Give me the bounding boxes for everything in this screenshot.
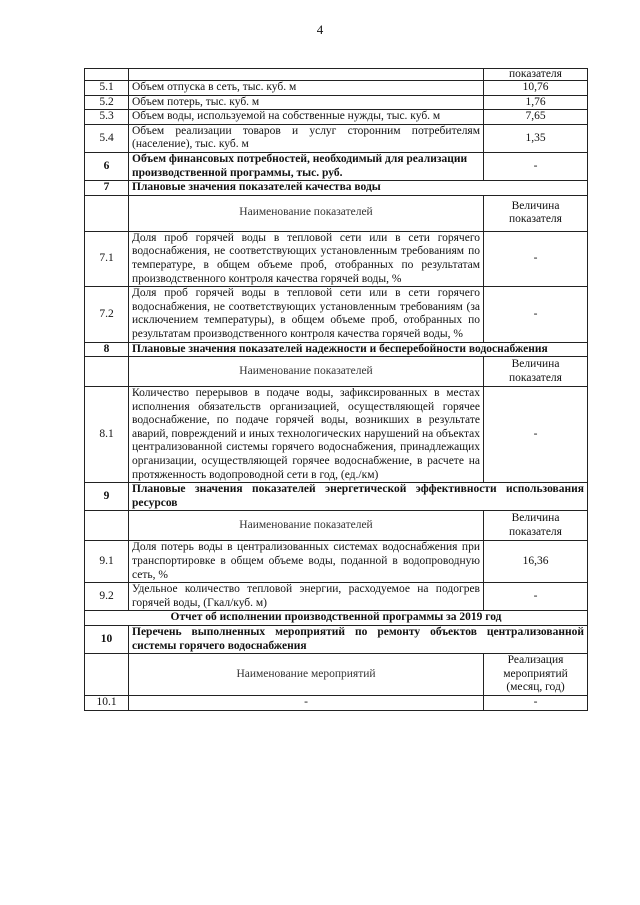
section-row	[85, 181, 588, 196]
table-row	[85, 387, 588, 483]
table-row	[85, 81, 588, 96]
num-cell	[85, 69, 129, 81]
table-row	[85, 231, 588, 286]
table-row	[85, 583, 588, 611]
section-number: 10	[85, 626, 129, 654]
row-text: Объем отпуска в сеть, тыс. куб. м	[129, 81, 484, 96]
page-number: 4	[316, 22, 324, 37]
column-header-name: Наименование показателей	[129, 511, 484, 541]
row-number: 5.3	[85, 110, 129, 125]
row-text: Объем реализации товаров и услуг сторонним потребителям (население), тыс. куб. м	[129, 124, 484, 152]
section-title: Плановые значения показателей энергетической эффективности использования ресурсов	[129, 483, 588, 511]
table-row	[85, 69, 588, 81]
column-header-row	[85, 654, 588, 696]
table-row	[85, 95, 588, 110]
row-number: 9.1	[85, 541, 129, 583]
row-number: 7.2	[85, 287, 129, 342]
column-header-value: Величина показателя	[484, 511, 588, 541]
num-cell	[85, 654, 129, 696]
row-text: Объем потерь, тыс. куб. м	[129, 95, 484, 110]
table-row	[85, 695, 588, 710]
column-header-name: Наименование показателей	[129, 195, 484, 231]
row-number: 10.1	[85, 695, 129, 710]
row-value: -	[484, 231, 588, 286]
table-row	[85, 541, 588, 583]
value-header-tail: показателя	[484, 69, 588, 81]
report-title-row	[85, 611, 588, 626]
section-row	[85, 342, 588, 357]
row-text: -	[129, 695, 484, 710]
row-number: 5.2	[85, 95, 129, 110]
num-cell	[85, 357, 129, 387]
row-text: Количество перерывов в подаче воды, зафиксированных в местах исполнения обязательств организацией, осуществляющей горячее водоснабжение, по подаче горячей воды, возникших в результате аварий, повреждений и иных технологических нарушений на объектах централизованной системы горячего водоснабжения, принадлежащих организации, осуществляющей горячее водоснабжение, в расчете на протяженность водопроводной сети в год, (ед./км)	[129, 387, 484, 483]
row-number: 8.1	[85, 387, 129, 483]
row-value: -	[484, 583, 588, 611]
column-header-value: Величина показателя	[484, 195, 588, 231]
section-title: Перечень выполненных мероприятий по ремонту объектов централизованной системы горячего водоснабжения	[129, 626, 588, 654]
section-title: Плановые значения показателей надежности и бесперебойности водоснабжения	[129, 342, 588, 357]
section-value: -	[484, 152, 588, 180]
row-value: 10,76	[484, 81, 588, 96]
num-cell	[85, 195, 129, 231]
column-header-row	[85, 195, 588, 231]
row-text: Доля проб горячей воды в тепловой сети или в сети горячего водоснабжения, не соответствующих установленным требованиям (за исключением температуры), в общем объеме проб, отобранных по результатам производственного контроля качества горячей воды, %	[129, 287, 484, 342]
column-header-row	[85, 511, 588, 541]
section-row	[85, 152, 588, 180]
column-header-value: Реализация мероприятий (месяц, год)	[484, 654, 588, 696]
row-value: 7,65	[484, 110, 588, 125]
row-text: Доля потерь воды в централизованных системах водоснабжения при транспортировке в общем объеме воды, поданной в водопроводную сеть, %	[129, 541, 484, 583]
column-header-name: Наименование мероприятий	[129, 654, 484, 696]
section-number: 9	[85, 483, 129, 511]
row-text: Доля проб горячей воды в тепловой сети или в сети горячего водоснабжения, не соответствующих установленным требованиям по температуре, в общем объеме проб, отобранных по результатам производственного контроля качества горячей воды, %	[129, 231, 484, 286]
row-number: 9.2	[85, 583, 129, 611]
section-row	[85, 483, 588, 511]
column-header-row	[85, 357, 588, 387]
row-number: 5.1	[85, 81, 129, 96]
row-value: 1,35	[484, 124, 588, 152]
row-text: Объем воды, используемой на собственные нужды, тыс. куб. м	[129, 110, 484, 125]
section-title: Плановые значения показателей качества воды	[129, 181, 588, 196]
section-number: 6	[85, 152, 129, 180]
section-number: 8	[85, 342, 129, 357]
section-number: 7	[85, 181, 129, 196]
row-text: Удельное количество тепловой энергии, расходуемое на подогрев горячей воды, (Гкал/куб. м)	[129, 583, 484, 611]
table-row	[85, 110, 588, 125]
row-value: 16,36	[484, 541, 588, 583]
row-value: 1,76	[484, 95, 588, 110]
row-value: -	[484, 387, 588, 483]
row-number: 7.1	[85, 231, 129, 286]
text-cell	[129, 69, 484, 81]
section-title: Объем финансовых потребностей, необходимый для реализации производственной программы, тыс. руб.	[129, 152, 484, 180]
table-row	[85, 287, 588, 342]
num-cell	[85, 511, 129, 541]
indicators-table	[84, 68, 588, 711]
table-row	[85, 124, 588, 152]
column-header-value: Величина показателя	[484, 357, 588, 387]
row-value: -	[484, 287, 588, 342]
row-value: -	[484, 695, 588, 710]
row-number: 5.4	[85, 124, 129, 152]
report-title: Отчет об исполнении производственной программы за 2019 год	[85, 611, 588, 626]
column-header-name: Наименование показателей	[129, 357, 484, 387]
section-row	[85, 626, 588, 654]
